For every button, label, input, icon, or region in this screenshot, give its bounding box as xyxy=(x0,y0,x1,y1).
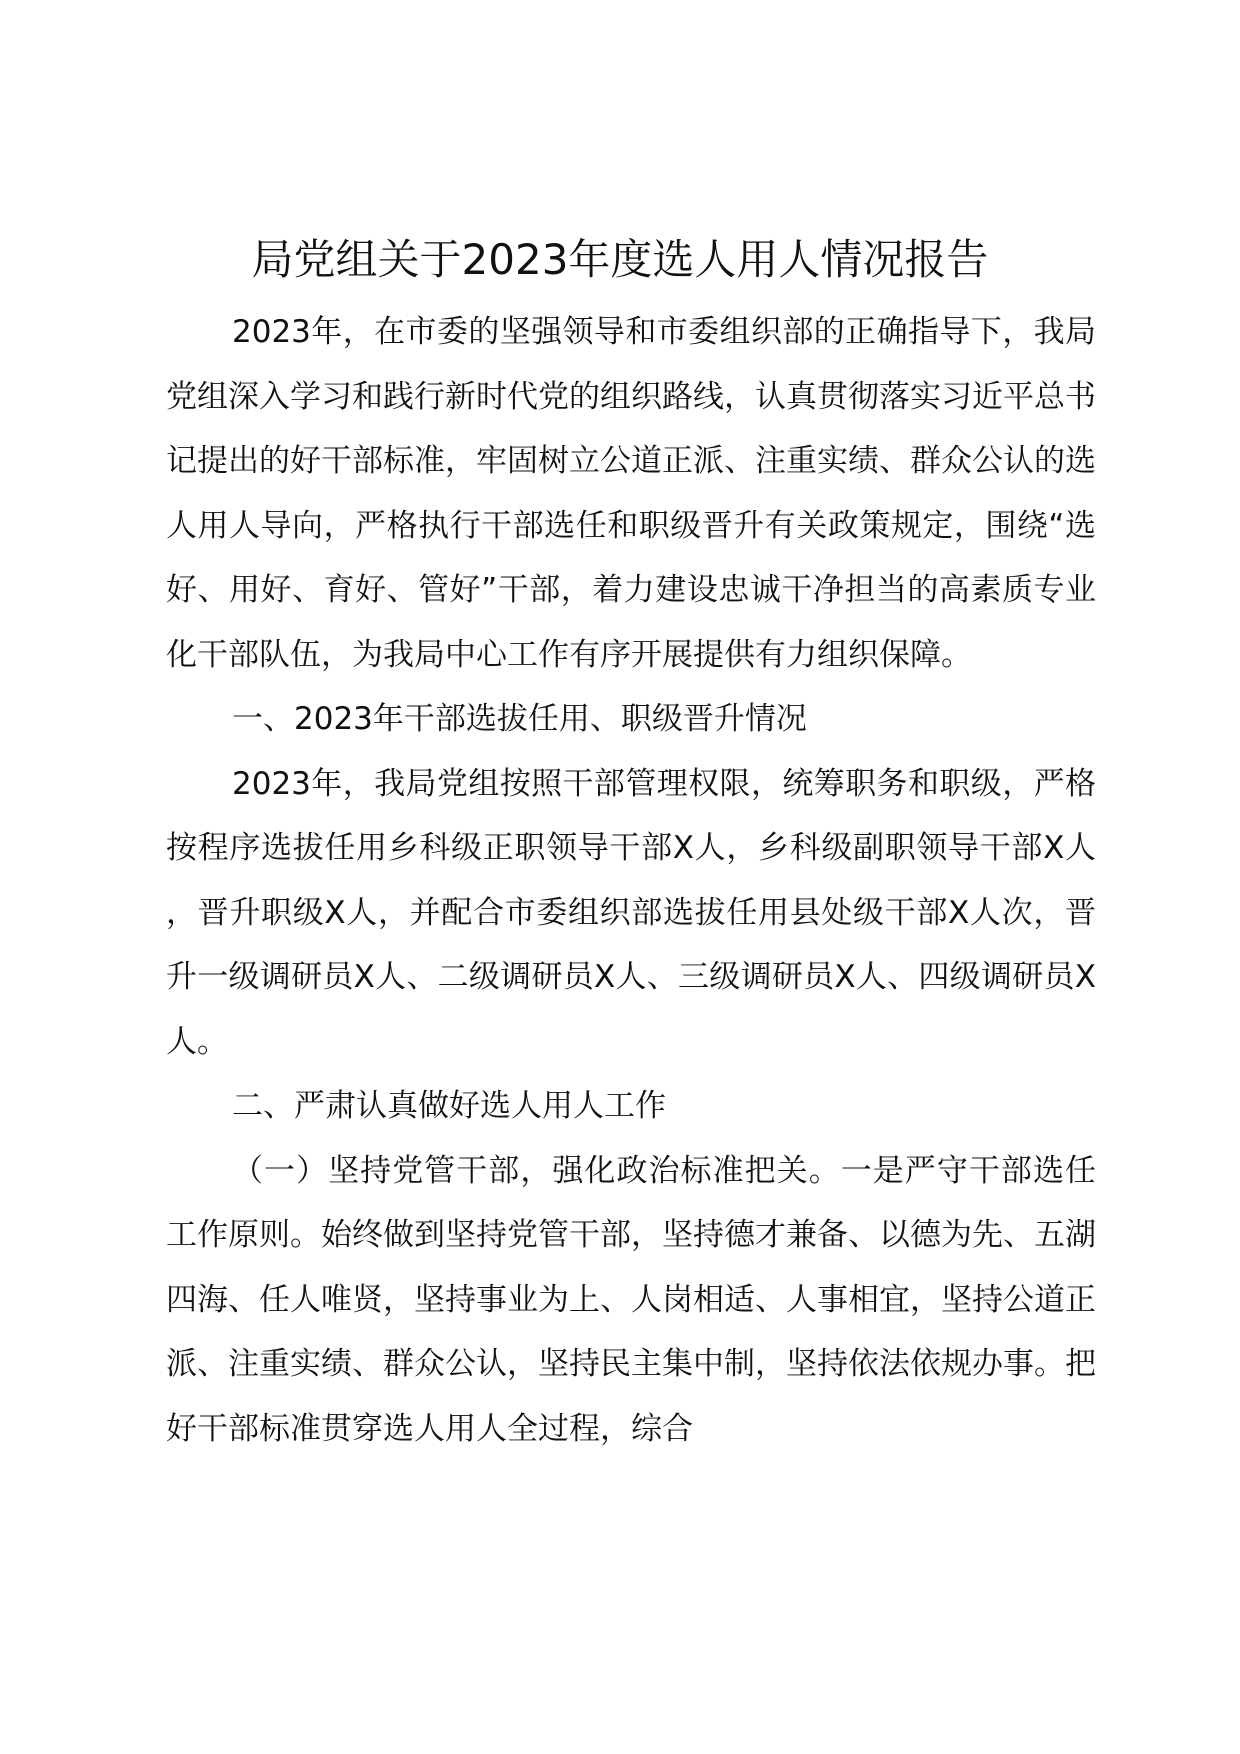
section-2-subsection-1-paragraph: （一）坚持党管干部，强化政治标准把关。一是严守干部选任工作原则。始终做到坚持党管干部，坚持德才兼备、以德为先、五湖四海、任人唯贤，坚持事业为上、人岗相适、人事相宜，坚持公道正派、注重实绩、群众公认，坚持民主集中制，坚持依法依规办事。把好干部标准贯穿选人用人全过程，综合 xyxy=(166,1152,1096,1447)
section-1-heading: 一、2023年干部选拔任用、职级晋升情况 xyxy=(232,701,807,737)
section-2-heading: 二、严肃认真做好选人用人工作 xyxy=(232,1088,666,1124)
document-title: 局党组关于2023年度选人用人情况报告 xyxy=(251,235,989,284)
document-body xyxy=(166,300,1096,1461)
section-1-paragraph: 2023年，我局党组按照干部管理权限，统筹职务和职级，严格按程序选拔任用乡科级正职领导干部X人，乡科级副职领导干部X人，晋升职级X人，并配合市委组织部选拔任用县处级干部X人次，晋升一级调研员X人、二级调研员X人、三级调研员X人、四级调研员X人。 xyxy=(166,765,1096,1060)
intro-paragraph: 2023年，在市委的坚强领导和市委组织部的正确指导下，我局党组深入学习和践行新时代党的组织路线，认真贯彻落实习近平总书记提出的好干部标准，牢固树立公道正派、注重实绩、群众公认的选人用人导向，严格执行干部选任和职级晋升有关政策规定，围绕“选好、用好、育好、管好”干部，着力建设忠诚干净担当的高素质专业化干部队伍，为我局中心工作有序开展提供有力组织保障。 xyxy=(166,314,1096,673)
